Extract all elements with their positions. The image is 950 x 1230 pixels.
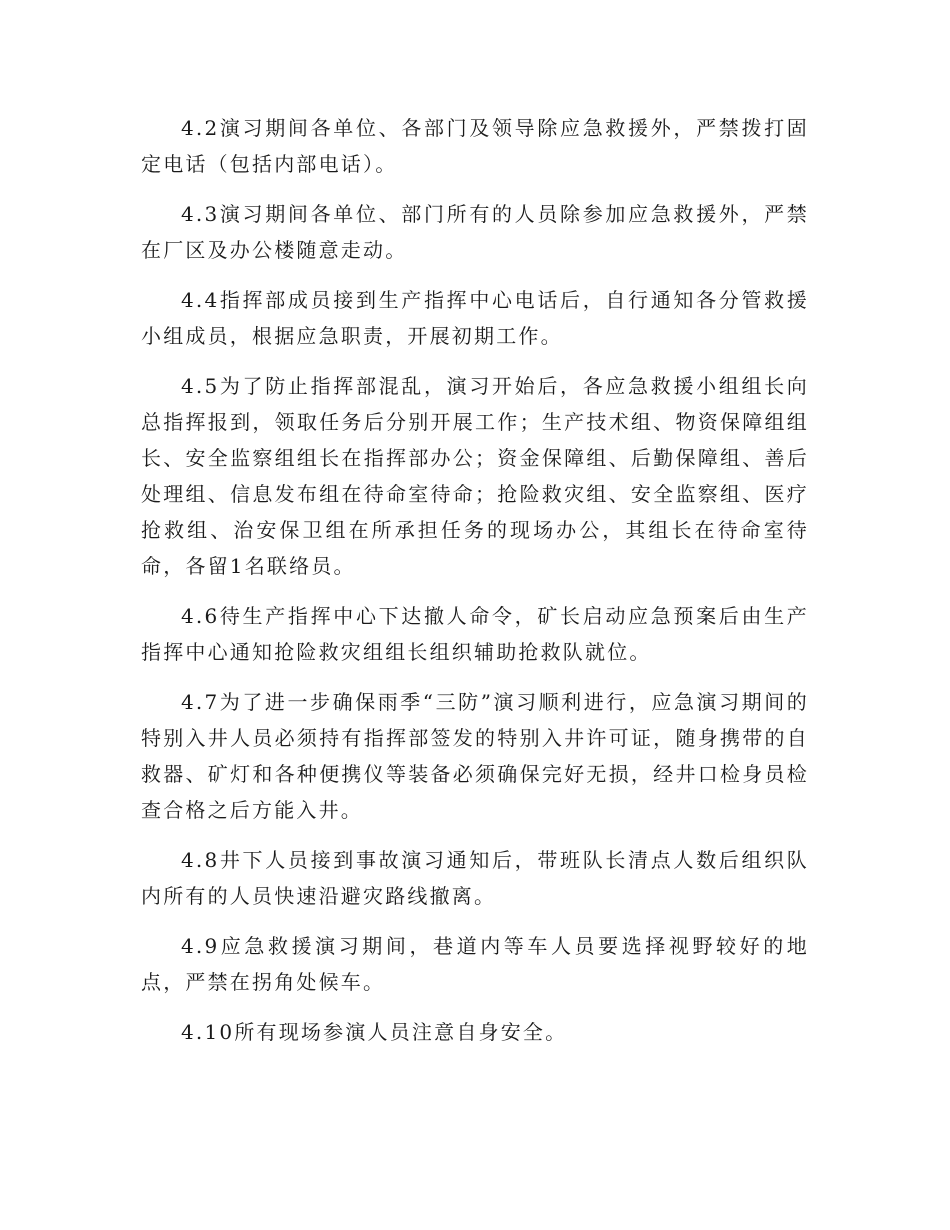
paragraph-4-9: 4.9应急救援演习期间，巷道内等车人员要选择视野较好的地点，严禁在拐角处候车。: [141, 934, 809, 994]
paragraph-4-8: 4.8井下人员接到事故演习通知后，带班队长清点人数后组织队内所有的人员快速沿避灾路线撤离。: [141, 848, 809, 908]
paragraph-4-6: 4.6待生产指挥中心下达撤人命令，矿长启动应急预案后由生产指挥中心通知抢险救灾组组长组织辅助抢救队就位。: [141, 604, 809, 664]
document-body: [141, 110, 809, 1064]
paragraph-4-2: 4.2演习期间各单位、各部门及领导除应急救援外，严禁拨打固定电话（包括内部电话）。: [141, 116, 809, 176]
paragraph-4-10: 4.10所有现场参演人员注意自身安全。: [181, 1020, 568, 1044]
paragraph-4-3: 4.3演习期间各单位、部门所有的人员除参加应急救援外，严禁在厂区及办公楼随意走动。: [141, 202, 809, 262]
paragraph-4-5: 4.5为了防止指挥部混乱，演习开始后，各应急救援小组组长向总指挥报到，领取任务后分别开展工作；生产技术组、物资保障组组长、安全监察组组长在指挥部办公；资金保障组、后勤保障组、善后处理组、信息发布组在待命室待命；抢险救灾组、安全监察组、医疗抢救组、治安保卫组在所承担任务的现场办公，其组长在待命室待命，各留1名联络员。: [141, 374, 809, 578]
paragraph-4-4: 4.4指挥部成员接到生产指挥中心电话后，自行通知各分管救援小组成员，根据应急职责，开展初期工作。: [141, 288, 809, 348]
paragraph-4-7: 4.7为了进一步确保雨季“三防”演习顺利进行，应急演习期间的特别入井人员必须持有指挥部签发的特别入井许可证，随身携带的自救器、矿灯和各种便携仪等装备必须确保完好无损，经井口检身员检查合格之后方能入井。: [141, 690, 809, 822]
